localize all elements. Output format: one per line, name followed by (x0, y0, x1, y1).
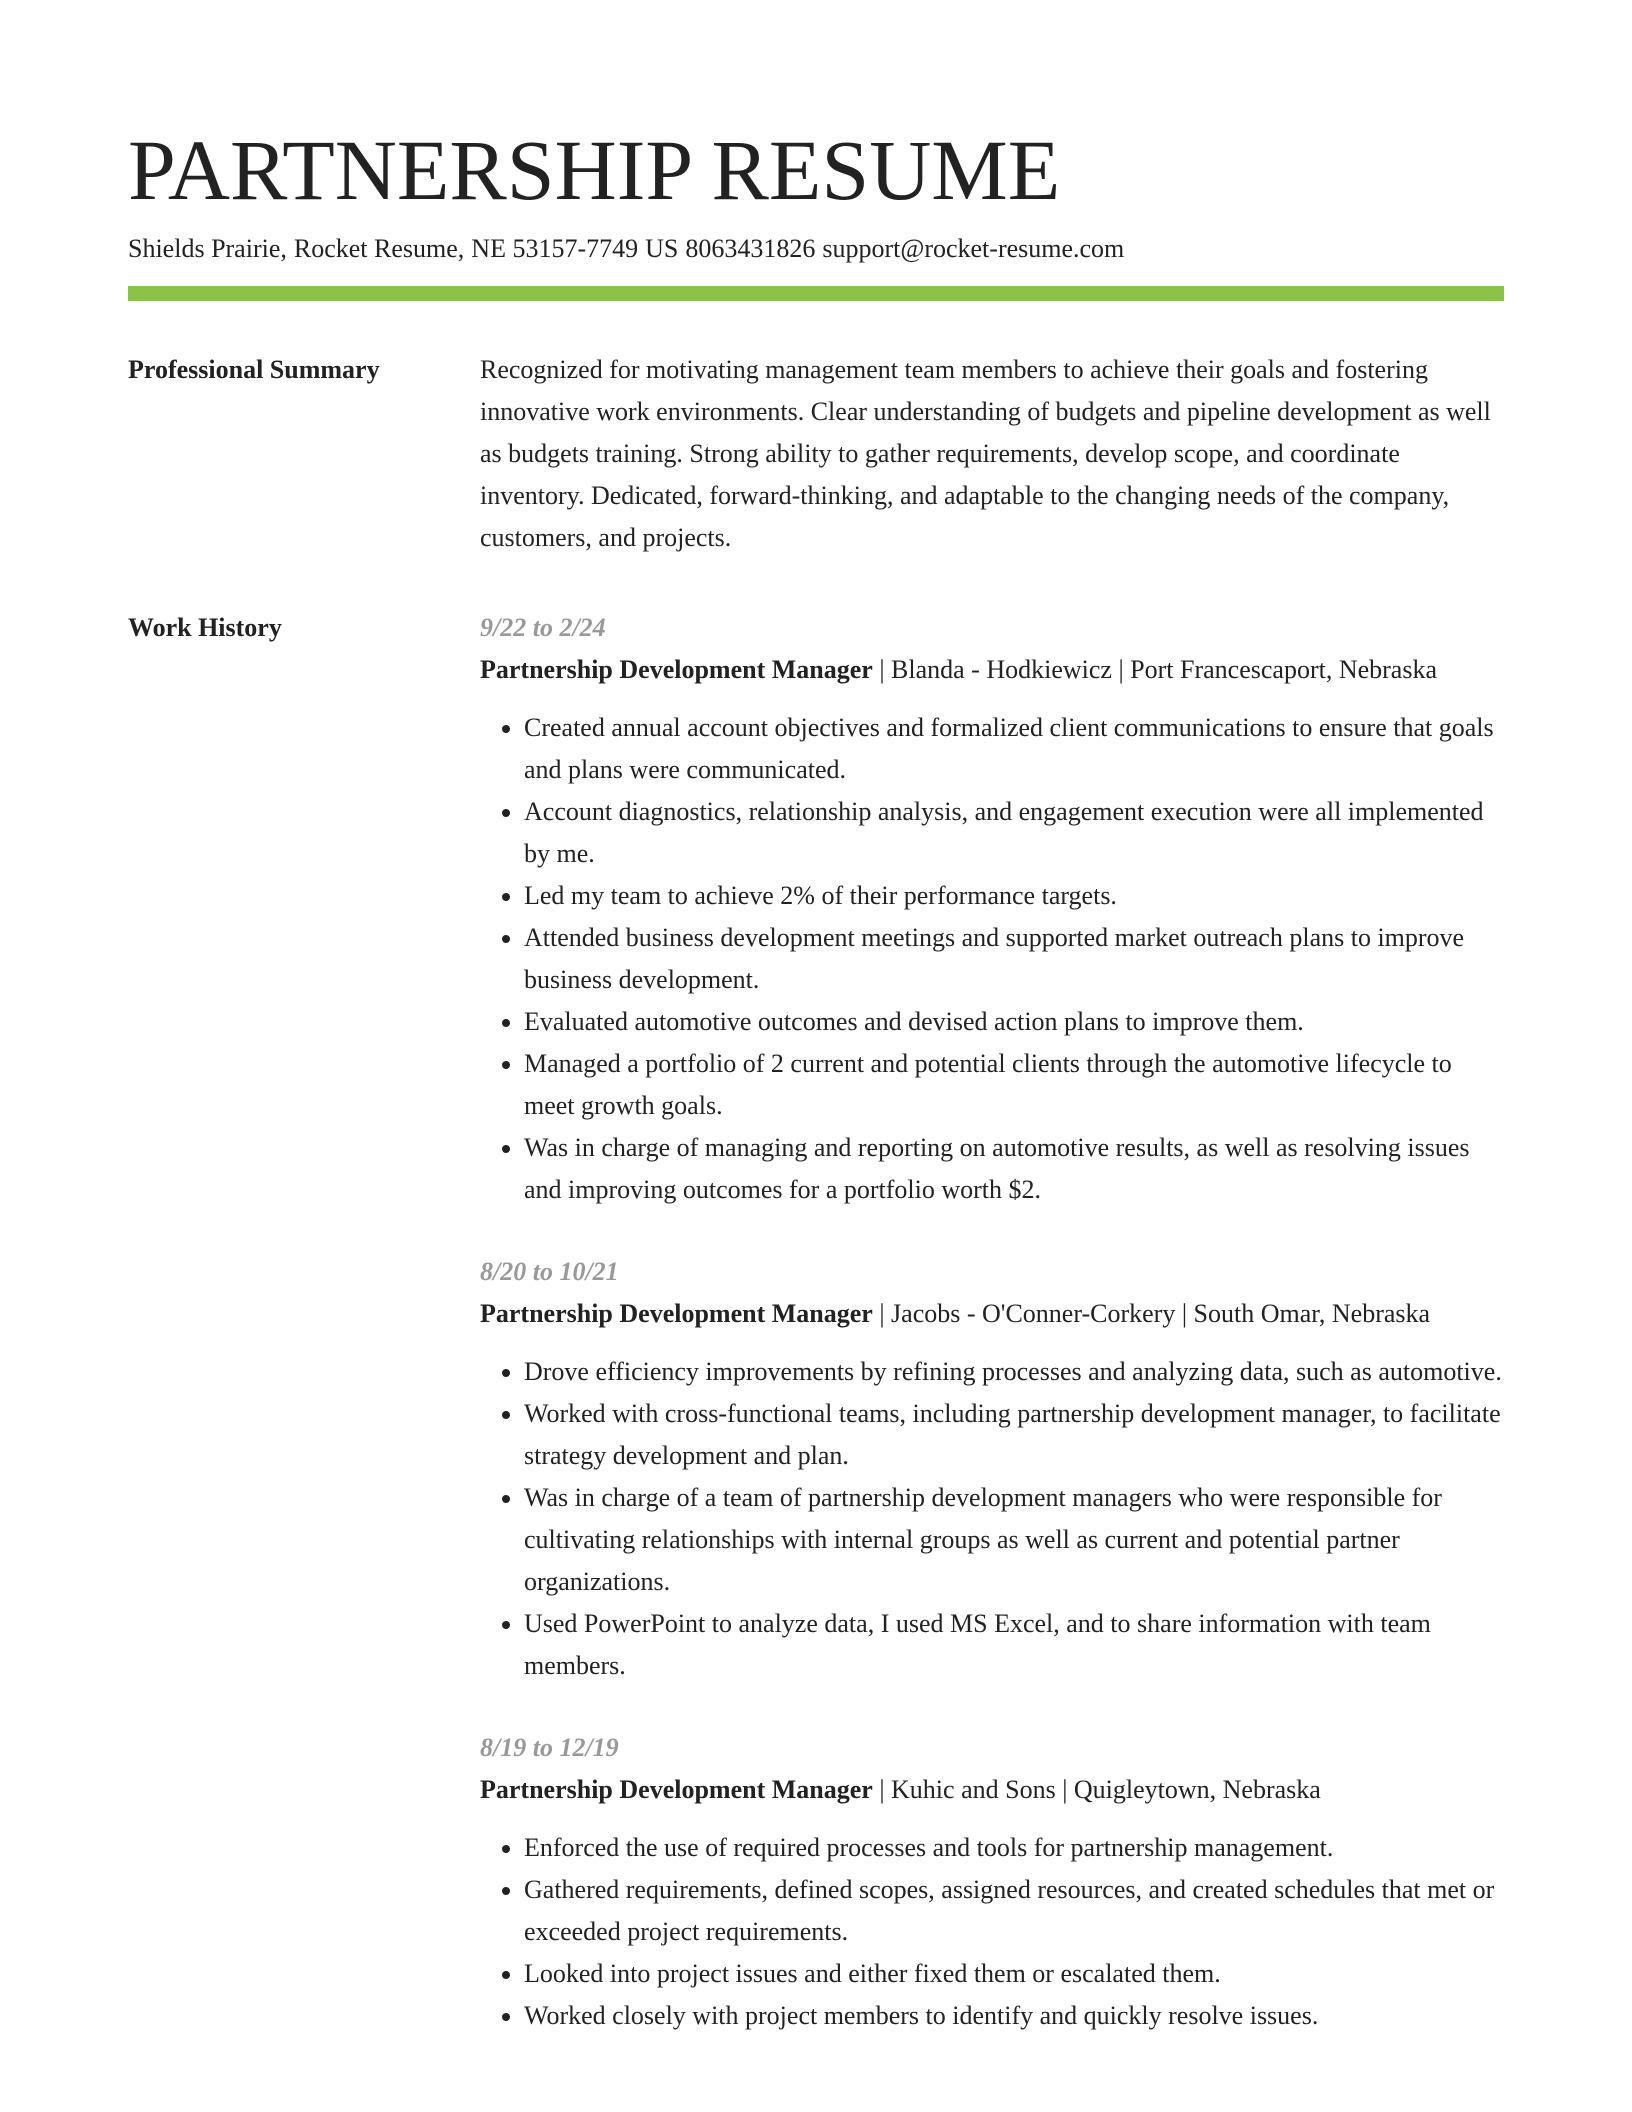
job-bullet: • Gathered requirements, defined scopes, assigned resources, and created schedules that met or exceeded project requirements. (524, 1869, 1504, 1953)
resume-title: PARTNERSHIP RESUME (128, 122, 1061, 218)
job-bullet: • Was in charge of a team of partnership development managers who were responsible for cultivating relationships with internal groups as well as current and potential partner organizations. (524, 1477, 1504, 1603)
job-heading (480, 1293, 1504, 1335)
summary-section (128, 349, 1504, 559)
job-title: Partnership Development Manager (480, 1775, 873, 1804)
job-bullet: • Created annual account objectives and formalized client communications to ensure that goals and plans were communicated. (524, 707, 1504, 791)
contact-city: Rocket Resume, (293, 234, 465, 263)
header-divider (128, 286, 1504, 301)
job-bullet: • Was in charge of managing and reporting on automotive results, as well as resolving issues and improving outcomes for a portfolio worth $2. (524, 1127, 1504, 1211)
work-history-body (480, 607, 1504, 2077)
job-bullets (480, 1827, 1504, 2037)
job-details: | Blanda - Hodkiewicz | Port Francescaport, Nebraska (872, 655, 1437, 684)
job-dates: 8/20 to 10/21 (480, 1257, 619, 1286)
job-bullet: • Used PowerPoint to analyze data, I used MS Excel, and to share information with team members. (524, 1603, 1504, 1687)
job-dates: 9/22 to 2/24 (480, 613, 606, 642)
contact-country: US (645, 234, 679, 263)
job-title: Partnership Development Manager (480, 1299, 873, 1328)
job-details: | Jacobs - O'Conner-Corkery | South Omar, Nebraska (872, 1299, 1431, 1328)
job-bullet: • Managed a portfolio of 2 current and potential clients through the automotive lifecycle to meet growth goals. (524, 1043, 1504, 1127)
job-dates: 8/19 to 12/19 (480, 1733, 619, 1762)
job-heading (480, 1769, 1504, 1811)
job-details: | Kuhic and Sons | Quigleytown, Nebraska (872, 1775, 1321, 1804)
job-entry (480, 607, 1504, 1211)
job-bullet: • Attended business development meetings and supported market outreach plans to improve business development. (524, 917, 1504, 1001)
job-bullet: • Enforced the use of required processes and tools for partnership management. (524, 1827, 1504, 1869)
job-heading (480, 649, 1504, 691)
job-bullet: • Worked closely with project members to identify and quickly resolve issues. (524, 1995, 1504, 2037)
contact-email[interactable]: support@rocket-resume.com (822, 234, 1125, 263)
summary-body (480, 349, 1504, 559)
job-entry (480, 1251, 1504, 1687)
job-bullet: • Worked with cross-functional teams, including partnership development manager, to facilitate strategy development and plan. (524, 1393, 1504, 1477)
resume-page (128, 120, 1504, 2077)
contact-state-zip: NE 53157-7749 (471, 234, 639, 263)
work-history-section (128, 607, 1504, 2077)
contact-street: Shields Prairie, (128, 234, 287, 263)
job-bullet: • Account diagnostics, relationship analysis, and engagement execution were all implemented by me. (524, 791, 1504, 875)
job-bullet: • Drove efficiency improvements by refining processes and analyzing data, such as automotive. (524, 1351, 1504, 1393)
job-bullet: • Evaluated automotive outcomes and devised action plans to improve them. (524, 1001, 1504, 1043)
job-bullet: • Looked into project issues and either fixed them or escalated them. (524, 1953, 1504, 1995)
job-bullets (480, 707, 1504, 1211)
contact-phone[interactable]: 8063431826 (685, 234, 816, 263)
job-title: Partnership Development Manager (480, 655, 873, 684)
summary-text: Recognized for motivating management team members to achieve their goals and fostering innovative work environments. Clear understanding of budgets and pipeline development as well as budgets training. Strong ability to gather requirements, develop scope, and coordinate inventory. Dedicated, forward-thinking, and adaptable to the changing needs of the company, customers, and projects. (480, 355, 1491, 552)
work-history-label: Work History (128, 613, 282, 642)
contact-line (128, 232, 1504, 266)
job-entry (480, 1727, 1504, 2037)
summary-label: Professional Summary (128, 355, 380, 384)
job-bullets (480, 1351, 1504, 1687)
job-bullet: • Led my team to achieve 2% of their performance targets. (524, 875, 1504, 917)
